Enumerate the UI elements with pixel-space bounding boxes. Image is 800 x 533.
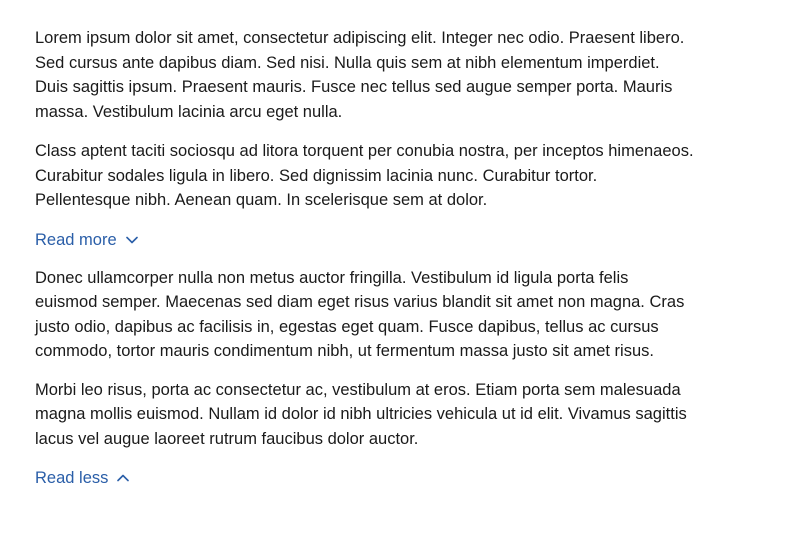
read-less-button[interactable] (35, 466, 129, 490)
article-content (35, 26, 695, 490)
paragraph-2: Class aptent taciti sociosqu ad litora torquent per conubia nostra, per inceptos himenaeos. Curabitur sodales ligula in libero. Sed dignissim lacinia nunc. Curabitur tortor. Pellentesque nibh. Aenean quam. In scelerisque sem at dolor. (35, 142, 694, 209)
read-more-label: Read more (35, 230, 117, 249)
read-less-label: Read less (35, 469, 109, 487)
paragraph-3: Donec ullamcorper nulla non metus auctor fringilla. Vestibulum id ligula porta felis euismod semper. Maecenas sed diam eget risus varius blandit sit amet non magna. Cras justo odio, dapibus ac facilisis in, egestas eget quam. Fusce dapibus, tellus ac cursus commodo, tortor mauris condimentum nibh, ut fermentum massa justo sit amet risus. (35, 268, 685, 360)
read-more-button[interactable] (35, 228, 138, 252)
paragraph-1: Lorem ipsum dolor sit amet, consectetur adipiscing elit. Integer nec odio. Praesent libero. Sed cursus ante dapibus diam. Sed nisi. Nulla quis sem at nibh elementum imperdiet. Duis sagittis ipsum. Praesent mauris. Fusce nec tellus sed augue semper porta. Mauris massa. Vestibulum lacinia arcu eget nulla. (35, 29, 685, 121)
chevron-down-icon (126, 236, 138, 244)
paragraph-4: Morbi leo risus, porta ac consectetur ac, vestibulum at eros. Etiam porta sem malesuada magna mollis euismod. Nullam id dolor id nibh ultricies vehicula ut id elit. Vivamus sagittis lacus vel augue laoreet rutrum faucibus dolor auctor. (35, 380, 687, 448)
chevron-up-icon (117, 474, 129, 482)
